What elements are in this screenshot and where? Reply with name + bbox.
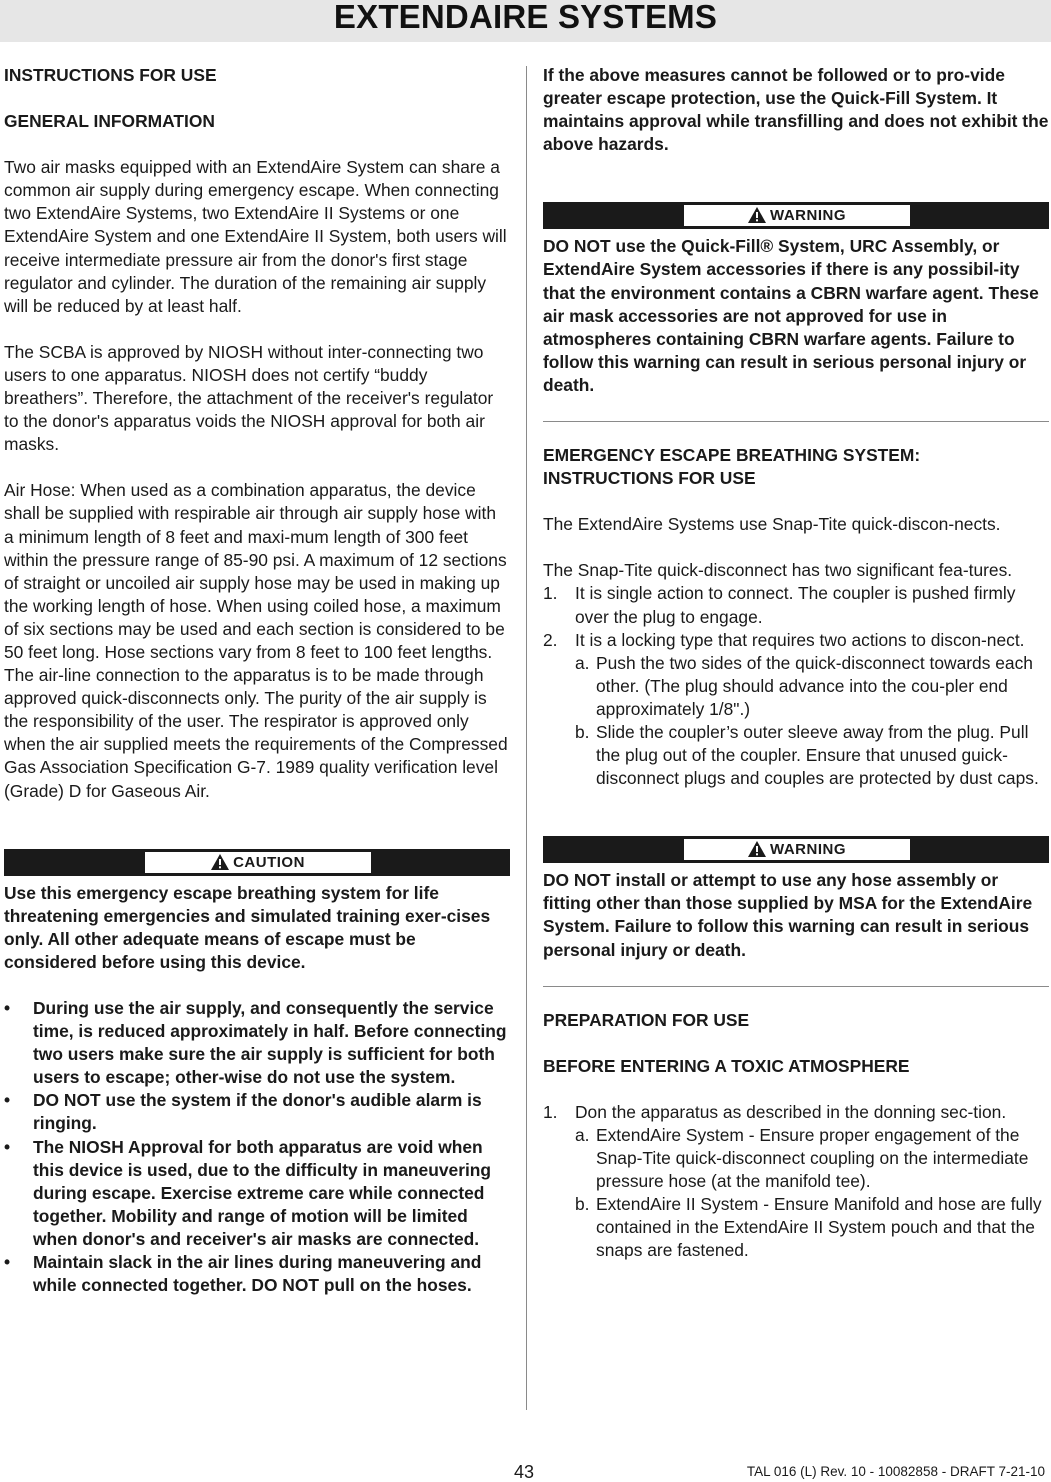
list-text: ExtendAire System - Ensure proper engagement of the Snap-Tite quick-disconnect coupling on the intermediate pressure hose (at the manifold tee). <box>596 1124 1029 1192</box>
list-item <box>575 1124 1049 1193</box>
warning-label: WARNING <box>770 207 846 225</box>
features-list <box>543 582 1049 790</box>
paragraph-snap-tite: The ExtendAire Systems use Snap-Tite quick-discon-nects. <box>543 514 1001 535</box>
heading-emergency-escape: EMERGENCY ESCAPE BREATHING SYSTEM: <box>543 445 921 466</box>
caution-label: CAUTION <box>233 853 305 871</box>
document-reference: TAL 016 (L) Rev. 10 - 10082858 - DRAFT 7-21-10 <box>746 1464 1045 1479</box>
list-number: 1. <box>543 583 558 604</box>
list-number: 2. <box>543 629 558 650</box>
prep-steps-list <box>543 1101 1049 1263</box>
caution-bullet-list <box>4 997 510 1297</box>
heading-general-information: GENERAL INFORMATION <box>4 111 215 132</box>
paragraph-quick-fill-intro: If the above measures cannot be followed or to pro-vide greater escape protection, use the Quick-Fill System. It maintains approval while transfilling and does not exhibit the above hazards. <box>543 65 1049 155</box>
warning-tag <box>684 205 910 226</box>
list-number: 1. <box>543 1101 558 1122</box>
list-letter: a. <box>575 652 590 673</box>
title-bar <box>0 0 1051 42</box>
page-number: 43 <box>514 1462 535 1482</box>
list-item: • Maintain slack in the air lines during maneuvering and while connected together. DO NOT pull on the hoses. <box>4 1251 510 1297</box>
list-item <box>575 652 1049 721</box>
list-item <box>575 721 1049 790</box>
list-item <box>543 629 1049 791</box>
list-letter: b. <box>575 1194 590 1215</box>
list-item: • DO NOT use the system if the donor's audible alarm is ringing. <box>4 1089 510 1135</box>
paragraph-air-hose: Air Hose: When used as a combination apparatus, the device shall be supplied with respirable air through air supply hose with a minimum length of 8 feet and maxi-mum length of 300 feet within the pressure range of 85-90 psi. A maximum of 12 sections of straight or uncoiled air supply hose may be used in making up the working length of hose. When using coiled hose, a maximum of six sections may be used and each section is considered to be 50 feet long. Hose sections vary from 8 feet to 100 feet lengths. The air-line connection to the apparatus is to be made through approved quick-disconnects only. The purity of the air supply is the responsibility of the user. The respirator is approved only when the air supplied meets the requirements of the Compressed Gas Association Specification G-7. 1989 quality verification level (Grade) D for Gaseous Air. <box>4 480 508 801</box>
right-column <box>543 64 1049 1262</box>
warning-text-hose: DO NOT install or attempt to use any hose assembly or fitting other than those supplied by MSA for the ExtendAire System. Failure to follow this warning can result in serious personal injury or death. <box>543 870 1033 960</box>
list-item <box>543 1101 1049 1263</box>
warning-tag <box>684 839 910 860</box>
heading-preparation-for-use: PREPARATION FOR USE <box>543 1009 750 1030</box>
paragraph-general-1: Two air masks equipped with an ExtendAire System can share a common air supply during emergency escape. When connecting two ExtendAire Systems, two ExtendAire II Systems or one ExtendAire System and one ExtendAire II System, both users will receive intermediate pressure air from the donor's first stage regulator and cylinder. The duration of the remaining air supply will be reduced by at least half. <box>4 157 507 316</box>
page-title: EXTENDAIRE SYSTEMS <box>333 0 718 35</box>
warning-triangle-icon <box>748 207 766 229</box>
warning-banner-1 <box>543 202 1049 229</box>
caution-tag <box>145 852 371 873</box>
heading-before-toxic-atmosphere: BEFORE ENTERING A TOXIC ATMOSPHERE <box>543 1055 910 1076</box>
list-text: Slide the coupler’s outer sleeve away from the plug. Pull the plug out of the coupler. Ensure that unused guick-disconnect plugs and couples are protected by dust caps. <box>596 721 1039 789</box>
list-item: • The NIOSH Approval for both apparatus are void when this device is used, due to the difficulty in maneuvering during escape. Exercise extreme care while connected together. Mobility and range of motion will be limited when donor's and receiver's air masks are connected. <box>4 1136 510 1251</box>
sub-list <box>575 1124 1049 1263</box>
list-text: Don the apparatus as described in the donning sec-tion. <box>575 1101 1007 1122</box>
list-text: It is a locking type that requires two actions to discon-nect. <box>575 629 1025 650</box>
list-text: It is single action to connect. The coupler is pushed firmly over the plug to engage. <box>575 583 1016 627</box>
list-letter: b. <box>575 721 590 742</box>
column-divider <box>526 66 527 1410</box>
warning-label: WARNING <box>770 841 846 859</box>
sub-list <box>575 652 1049 791</box>
left-column <box>4 64 510 1297</box>
heading-instructions-for-use: INSTRUCTIONS FOR USE <box>4 65 217 85</box>
caution-text: Use this emergency escape breathing system for life threatening emergencies and simulated training exer-cises only. All other adequate means of escape must be considered before using this device. <box>4 882 491 972</box>
list-item <box>543 582 1049 628</box>
paragraph-general-2: The SCBA is approved by NIOSH without inter-connecting two users to one apparatus. NIOSH does not certify “buddy breathers”. Therefore, the attachment of the receiver's regulator to the donor's apparatus voids the NIOSH approval for both air masks. <box>4 341 494 455</box>
warning-triangle-icon <box>211 854 229 876</box>
list-text: Push the two sides of the quick-disconnect towards each other. (The plug should advance into the cou-pler end approximately 1/8".) <box>596 652 1033 719</box>
warning-text-cbrn: DO NOT use the Quick-Fill® System, URC Assembly, or ExtendAire System accessories if there is any possibil-ity that the environment contains a CBRN warfare agent. These air mask accessories are not approved for use in atmospheres containing CBRN warfare agents. Failure to follow this warning can result in serious personal injury or death. <box>543 236 1039 395</box>
paragraph-features: The Snap-Tite quick-disconnect has two significant fea-tures. <box>543 560 1013 581</box>
list-letter: a. <box>575 1124 590 1145</box>
caution-banner <box>4 849 510 876</box>
warning-triangle-icon <box>748 841 766 863</box>
list-item <box>575 1193 1049 1262</box>
list-item: • During use the air supply, and consequently the service time, is reduced approximately in half. Before connecting two users make sure the air supply is sufficient for both users to escape; other-wise do not use the system. <box>4 997 510 1089</box>
warning-banner-2 <box>543 836 1049 863</box>
list-text: ExtendAire II System - Ensure Manifold and hose are fully contained in the ExtendAire II System pouch and that the snaps are fastened. <box>596 1194 1042 1261</box>
heading-emergency-instructions: INSTRUCTIONS FOR USE <box>543 468 756 489</box>
